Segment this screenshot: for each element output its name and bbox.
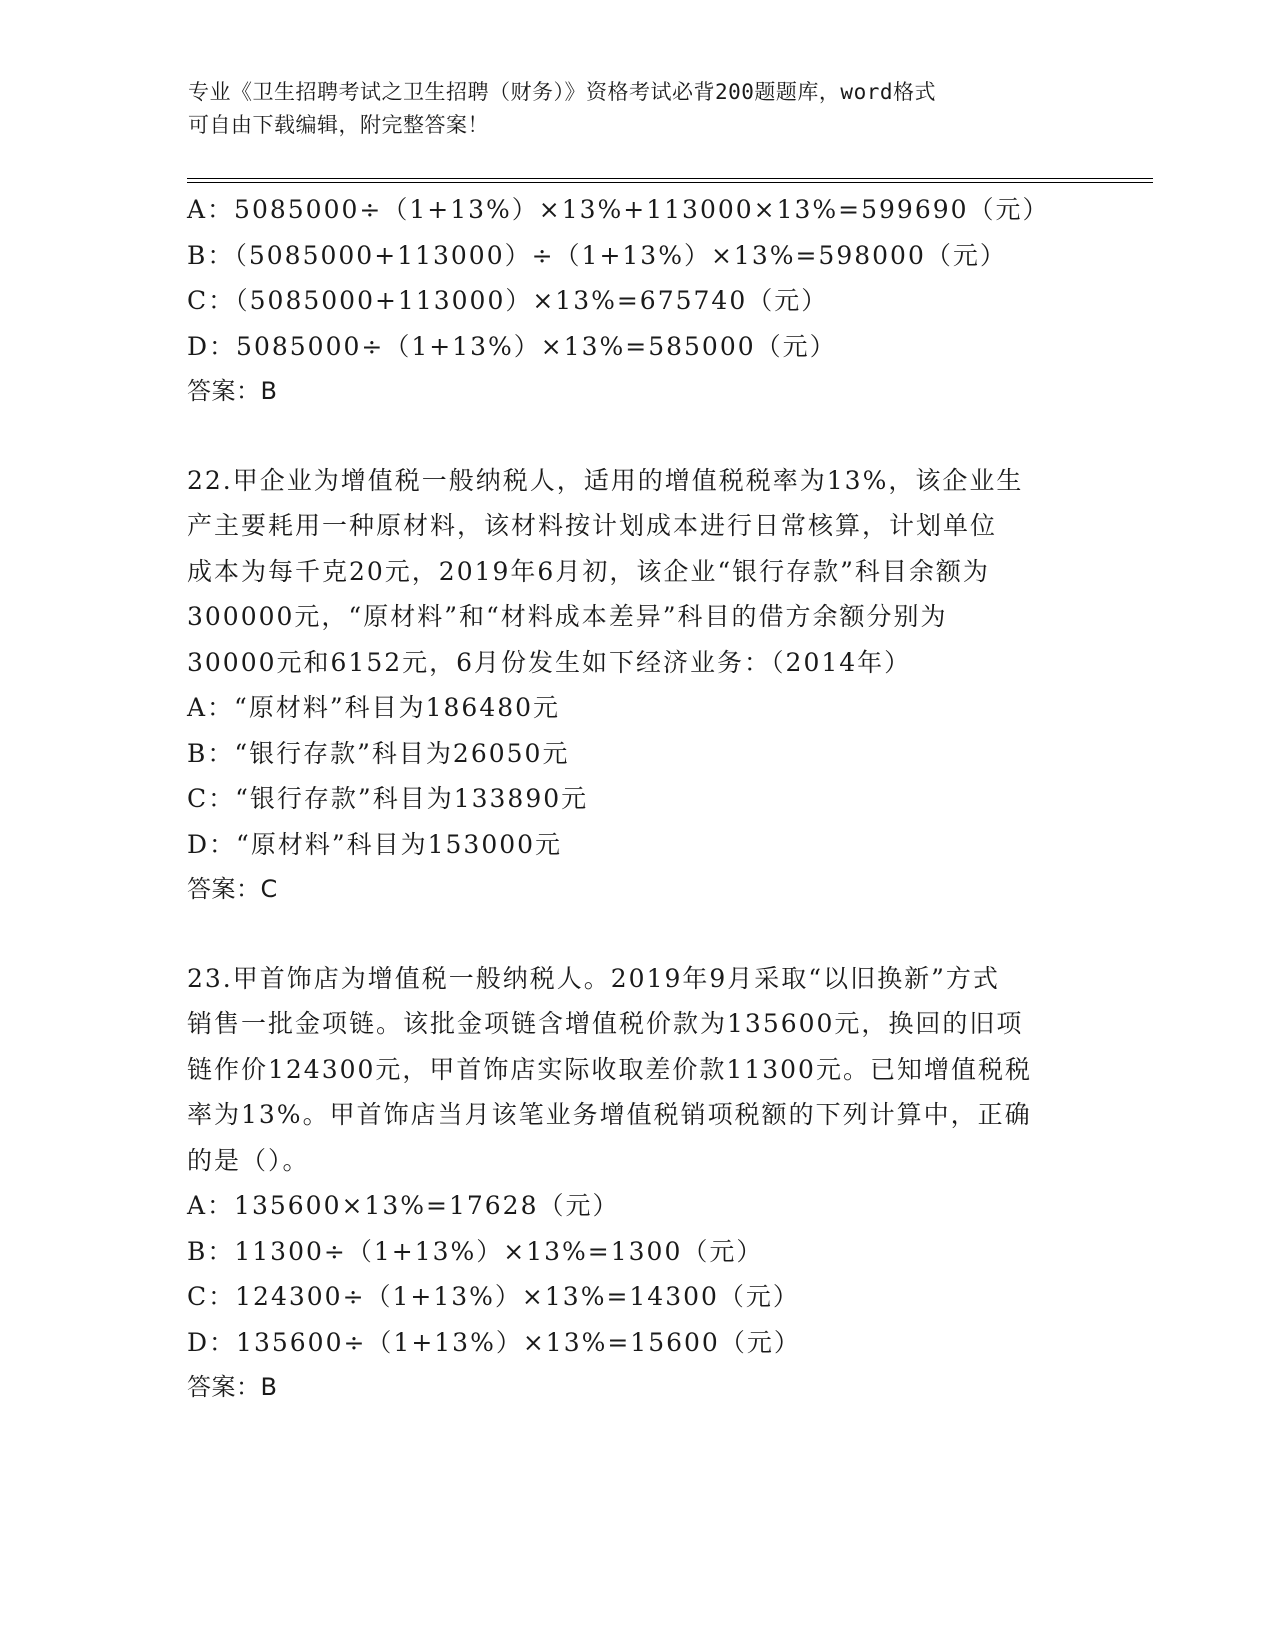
question-21-option-b: B：（5085000+113000）÷（1+13%）×13%=598000（元） bbox=[187, 240, 1007, 270]
question-22-stem-line: 300000元，“原材料”和“材料成本差异”科目的借方余额分别为 bbox=[187, 602, 948, 631]
question-22-stem-line: 30000元和6152元，6月份发生如下经济业务：（2014年） bbox=[187, 647, 912, 677]
header-line-2: 可自由下载编辑，附完整答案！ bbox=[188, 113, 489, 137]
question-23-answer: 答案：B bbox=[187, 1373, 278, 1401]
question-23-stem-line: 率为13%。甲首饰店当月该笔业务增值税销项税额的下列计算中，正确 bbox=[187, 1100, 1032, 1129]
question-23-stem-line: 23.甲首饰店为增值税一般纳税人。2019年9月采取“以旧换新”方式 bbox=[187, 963, 1000, 993]
question-21 bbox=[187, 187, 1087, 415]
question-21-option-a: A：5085000÷（1+13%）×13%+113000×13%=599690（元） bbox=[187, 195, 1050, 224]
spacer bbox=[187, 415, 1087, 458]
spacer bbox=[187, 913, 1087, 956]
question-23-stem-line: 的是（）。 bbox=[187, 1145, 310, 1175]
question-22-answer: 答案：C bbox=[187, 875, 278, 903]
question-22-stem-line: 成本为每千克20元，2019年6月初，该企业“银行存款”科目余额为 bbox=[187, 556, 990, 586]
question-23-option-a: A：135600×13%=17628（元） bbox=[187, 1191, 620, 1220]
question-23 bbox=[187, 956, 1087, 1411]
question-21-answer: 答案：B bbox=[187, 377, 278, 405]
question-23-option-d: D：135600÷（1+13%）×13%=15600（元） bbox=[187, 1327, 801, 1357]
header-divider bbox=[187, 178, 1153, 183]
question-23-option-b: B：11300÷（1+13%）×13%=1300（元） bbox=[187, 1236, 764, 1266]
question-23-stem-line: 链作价124300元，甲首饰店实际收取差价款11300元。已知增值税税 bbox=[187, 1054, 1032, 1084]
document-body bbox=[187, 187, 1087, 1411]
question-22-stem-line: 22.甲企业为增值税一般纳税人，适用的增值税税率为13%，该企业生 bbox=[187, 465, 1024, 495]
question-22-option-b: B：“银行存款”科目为26050元 bbox=[187, 738, 570, 768]
question-21-option-c: C：（5085000+113000）×13%=675740（元） bbox=[187, 286, 829, 315]
question-23-option-c: C：124300÷（1+13%）×13%=14300（元） bbox=[187, 1282, 800, 1311]
header-line-1: 专业《卫生招聘考试之卫生招聘（财务）》资格考试必背200题题库，word格式 bbox=[188, 80, 936, 104]
document-header bbox=[188, 76, 1088, 142]
question-23-stem-line: 销售一批金项链。该批金项链含增值税价款为135600元，换回的旧项 bbox=[187, 1009, 1024, 1038]
question-21-option-d: D：5085000÷（1+13%）×13%=585000（元） bbox=[187, 331, 837, 361]
question-22-option-d: D：“原材料”科目为153000元 bbox=[187, 829, 563, 859]
question-22-option-c: C：“银行存款”科目为133890元 bbox=[187, 784, 589, 813]
question-22-stem-line: 产主要耗用一种原材料，该材料按计划成本进行日常核算，计划单位 bbox=[187, 511, 998, 540]
question-22 bbox=[187, 458, 1087, 913]
question-22-option-a: A：“原材料”科目为186480元 bbox=[187, 693, 561, 722]
